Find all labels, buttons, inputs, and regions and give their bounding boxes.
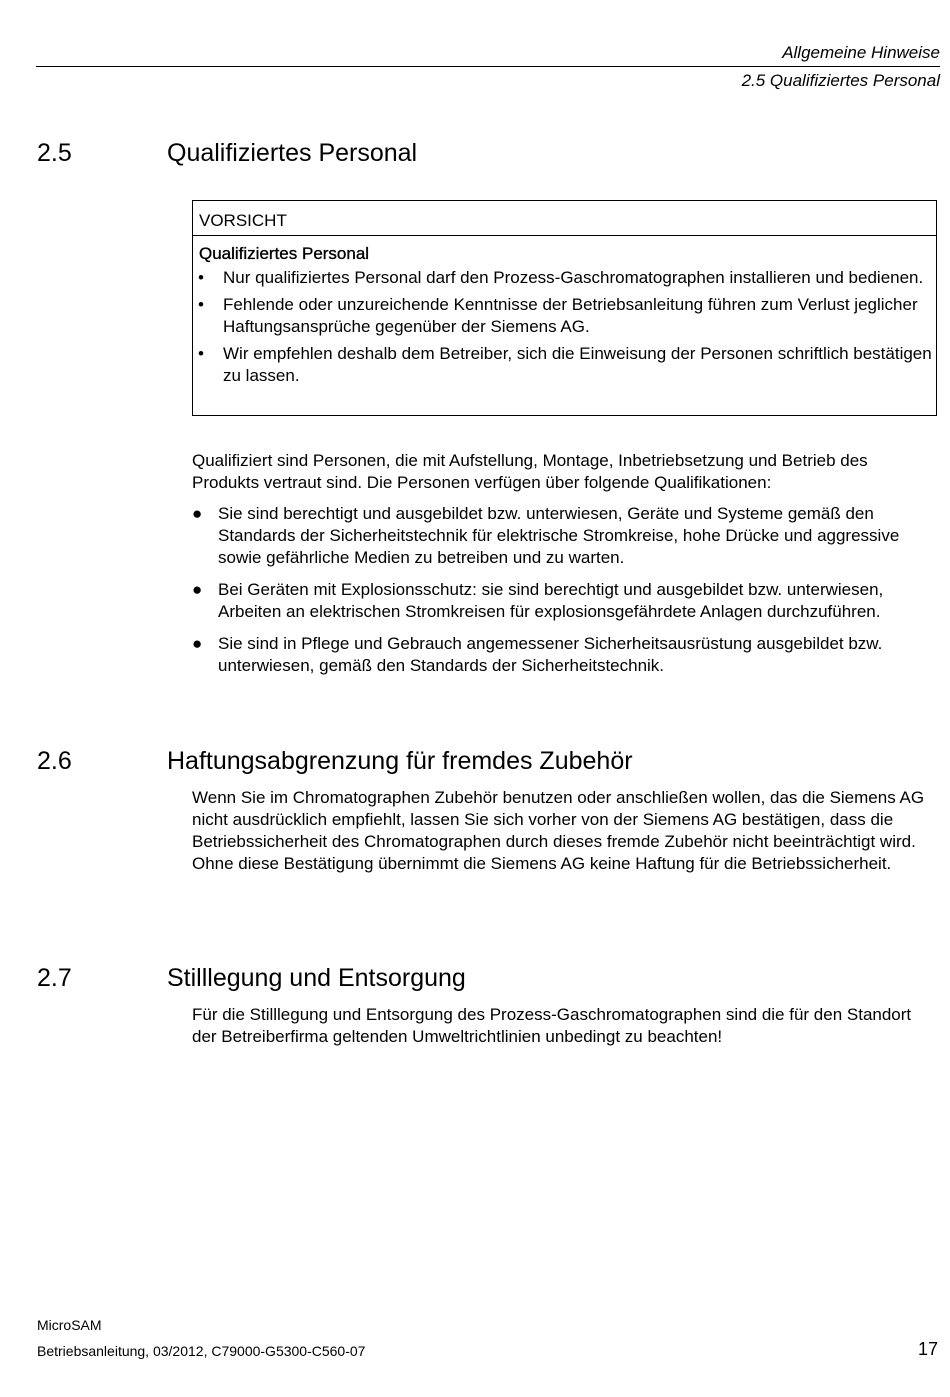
section-title: Stilllegung und Entsorgung (167, 964, 466, 992)
list-item (192, 633, 938, 677)
list-item-text: Sie sind in Pflege und Gebrauch angemessener Sicherheitsausrüstung ausgebildet bzw. unterwiesen, gemäß den Standards der Sicherheitstechnik. (218, 634, 883, 675)
list-item-text: Bei Geräten mit Explosionsschutz: sie sind berechtigt und ausgebildet bzw. unterwiesen, Arbeiten an elektrischen Stromkreisen für explosionsgefährdete Anlagen durchzuführen. (218, 580, 884, 621)
section-title: Haftungsabgrenzung für fremdes Zubehör (167, 747, 633, 775)
running-header-section: 2.5 Qualifiziertes Personal (741, 71, 940, 90)
footer-product: MicroSAM (37, 1317, 102, 1333)
caution-item-text: Nur qualifiziertes Personal darf den Prozess-Gaschromatographen installieren und bedienen. (223, 268, 924, 287)
caution-item (193, 294, 936, 338)
qualification-intro: Qualifiziert sind Personen, die mit Aufstellung, Montage, Inbetriebsetzung und Betrieb des Produkts vertraut sind. Die Personen verfügen über folgende Qualifikationen: (192, 451, 868, 492)
caution-item-text: Fehlende oder unzureichende Kenntnisse der Betriebsanleitung führen zum Verlust jeglicher Haftungsansprüche gegenüber der Siemens AG. (223, 295, 918, 336)
section-body: Wenn Sie im Chromatographen Zubehör benutzen oder anschließen wollen, das die Siemens AG nicht ausdrücklich empfiehlt, lassen Sie sich vorher von der Siemens AG bestätigen, dass die Betriebssicherheit des Chromatographen durch dieses fremde Zubehör nicht beeinträchtigt wird. Ohne diese Bestätigung übernimmt die Siemens AG keine Haftung für die Betriebssicherheit. (192, 788, 925, 873)
section-number: 2.7 (37, 964, 72, 992)
qualification-list (192, 503, 938, 687)
header-divider (36, 66, 940, 67)
caution-item-text: Wir empfehlen deshalb dem Betreiber, sich die Einweisung der Personen schriftlich bestätigen zu lassen. (223, 344, 932, 385)
section-body: Für die Stilllegung und Entsorgung des Prozess-Gaschromatographen sind die für den Standort der Betreiberfirma geltenden Umweltrichtlinien unbedingt zu beachten! (192, 1005, 912, 1046)
caution-list (193, 267, 936, 387)
list-item (192, 579, 938, 623)
bullet-icon: • (198, 295, 204, 314)
caution-item (193, 343, 936, 387)
bullet-icon: ● (192, 580, 203, 599)
page-number: 17 (917, 1339, 938, 1359)
caution-item (193, 267, 936, 289)
caution-subtitle: Qualifiziertes Personal (199, 244, 370, 263)
section-title: Qualifiziertes Personal (167, 139, 418, 167)
caution-label: VORSICHT (193, 201, 936, 236)
footer-document: Betriebsanleitung, 03/2012, C79000-G5300-C560-07 (37, 1343, 366, 1359)
list-item (192, 503, 938, 569)
section-number: 2.5 (37, 139, 72, 167)
running-header-chapter: Allgemeine Hinweise (782, 43, 940, 62)
bullet-icon: ● (192, 634, 203, 653)
caution-box (192, 200, 937, 416)
bullet-icon: • (198, 268, 204, 287)
section-number: 2.6 (37, 747, 72, 775)
list-item-text: Sie sind berechtigt und ausgebildet bzw. unterwiesen, Geräte und Systeme gemäß den Standards der Sicherheitstechnik für elektrische Stromkreise, hohe Drücke und aggressive sowie gefährliche Medien zu betreiben und zu warten. (218, 504, 900, 567)
bullet-icon: • (198, 344, 204, 363)
bullet-icon: ● (192, 504, 203, 523)
